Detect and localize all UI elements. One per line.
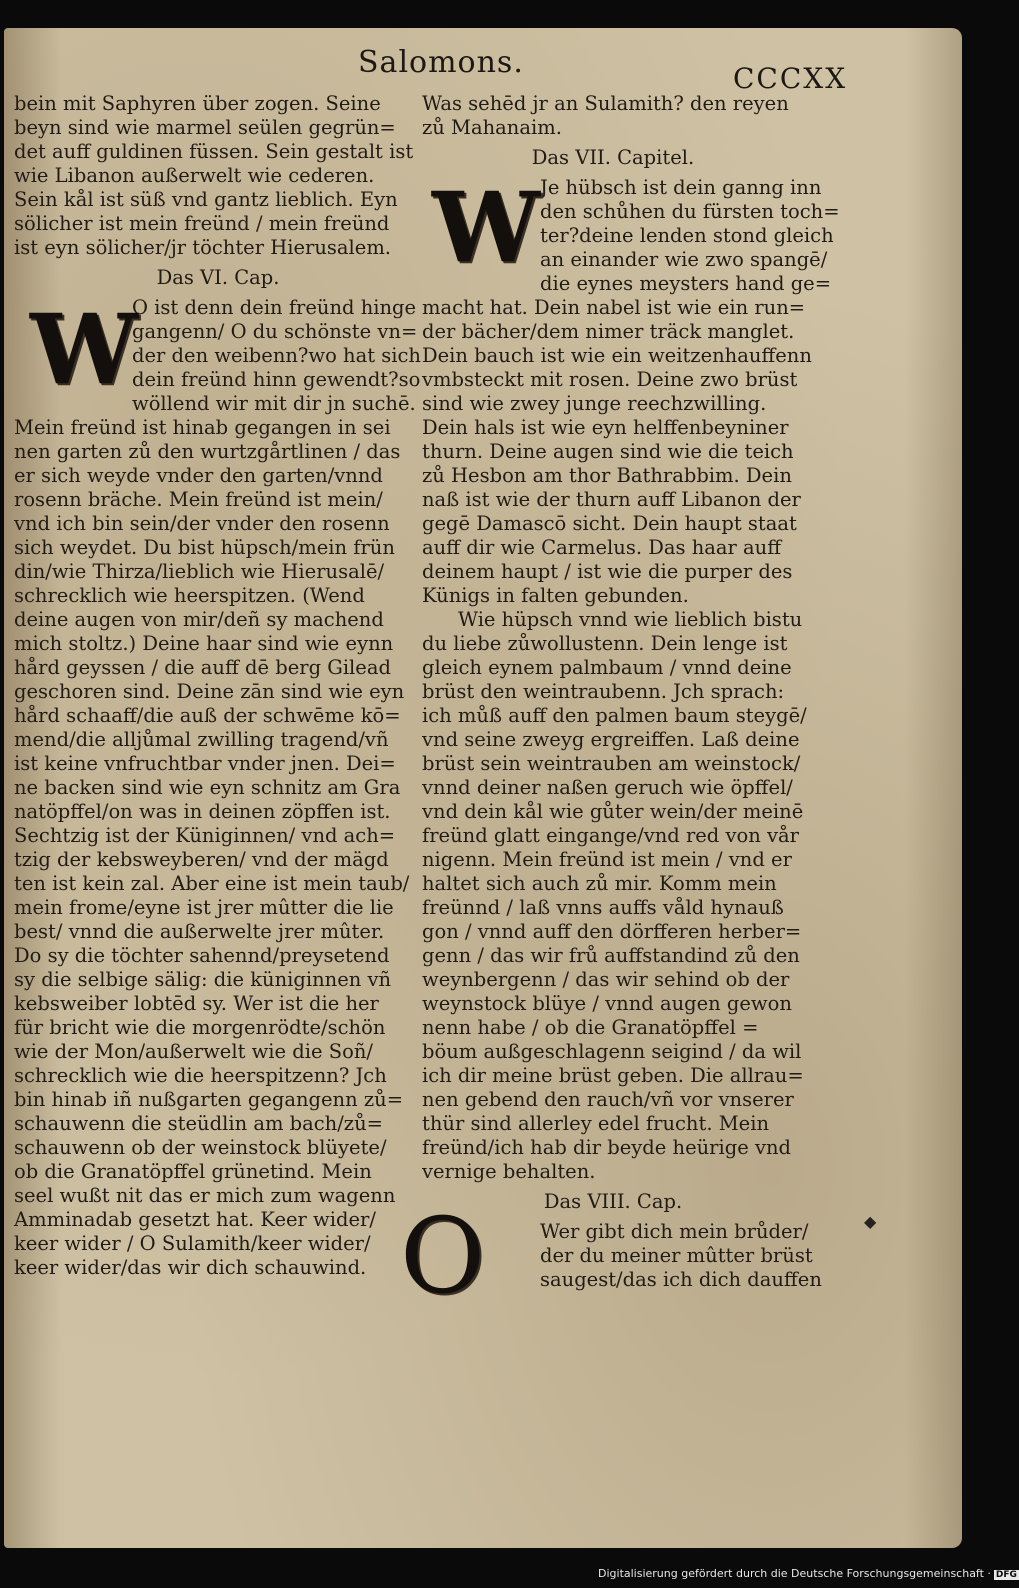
text-line: bin hinab iñ nußgarten gegangenn zů= [14,1088,404,1111]
text-line: die eynes meysters hand ge= [540,272,832,295]
text-line: hård geyssen / die auff dē berg Gilead [14,656,391,679]
text-line: kebsweiber lobtēd sy. Wer ist die her [14,992,379,1015]
decorated-initial-ch7: W [432,171,540,284]
text-line: haltet sich auch zů mir. Komm mein [422,872,777,895]
text-line: Wer gibt dich mein brůder/ [540,1220,809,1243]
margin-ornament-icon: ◆ [864,1212,877,1231]
text-line: gegē Damascō sicht. Dein haupt staat [422,512,797,535]
text-line: vnd ich bin sein/der vnder den rosenn [14,512,390,535]
chapter-heading: Das VI. Cap. [156,266,280,289]
text-line: gon / vnnd auff den dörfferen herber= [422,920,802,943]
text-line: Dein hals ist wie eyn helffenbeyniner [422,416,789,439]
text-line: genn / das wir frů auffstandind zů den [422,944,800,967]
text-line: wie der Mon/außerwelt wie die Soñ/ [14,1040,373,1063]
text-line: deinem haupt / ist wie die purper des [422,560,793,583]
text-line: gangenn/ O du schönste vn= [132,320,418,343]
running-head: Salomons. [358,45,524,80]
text-line: saugest/das ich dich dauffen [540,1268,822,1291]
text-line: wie Libanon außerwelt wie cederen. [14,164,375,187]
text-line: sy die selbige sälig: die küniginnen vñ [14,968,392,991]
text-line: für bricht wie die morgenrödte/schön [14,1016,386,1039]
text-line: ne backen sind wie eyn schnitz am Gra [14,776,401,799]
text-line: den schůhen du fürsten toch= [540,200,840,223]
credit-text: Digitalisierung gefördert durch die Deutsche Forschungsgemeinschaft · [598,1567,991,1580]
text-line: Amminadab gesetzt hat. Keer wider/ [14,1208,376,1231]
text-line: mich stoltz.) Deine haar sind wie eynn [14,632,394,655]
text-line: Sechtzig ist der Küniginnen/ vnd ach= [14,824,396,847]
text-line: dein freünd hinn gewendt?so [132,368,421,391]
decorated-initial-ch6: W [30,293,138,406]
text-line: thür sind allerley edel frucht. Mein [422,1112,770,1135]
folio-number: CCCXX [733,62,848,95]
text-line: deine augen von mir/deñ sy machend [14,608,384,631]
text-line: ten ist kein zal. Aber eine ist mein taub/ [14,872,410,895]
text-line: nenn habe / ob die Granatöpffel = [422,1016,759,1039]
text-line: det auff guldinen füssen. Sein gestalt ist [14,140,414,163]
text-line: der du meiner mûtter brüst [540,1244,813,1267]
text-line: rosenn bräche. Mein freünd ist mein/ [14,488,383,511]
text-line: der den weibenn?wo hat sich [132,344,421,367]
text-line: brüst den weintraubenn. Jch sprach: [422,680,785,703]
text-line: seel wußt nit das er mich zum wagenn [14,1184,396,1207]
text-line: an einander wie zwo spangē/ [540,248,828,271]
text-line: vnd seine zweyg ergreiffen. Laß deine [422,728,800,751]
text-line: macht hat. Dein nabel ist wie ein run= [422,296,806,319]
digitization-credit [598,1567,1019,1580]
text-line: ist keine vnfruchtbar vnder jnen. Dei= [14,752,396,775]
text-line: Künigs in falten gebunden. [422,584,689,607]
text-line: Do sy die töchter sahennd/preysetend [14,944,390,967]
text-line: brüst sein weintrauben am weinstock/ [422,752,801,775]
text-line: Dein bauch ist wie ein weitzenhauffenn [422,344,812,367]
text-line: ist eyn sölicher/jr töchter Hierusalem. [14,236,392,259]
text-line: sind wie zwey junge reechzwilling. [422,392,767,415]
text-line: ich dir meine brüst geben. Die allrau= [422,1064,804,1087]
text-line: beyn sind wie marmel seülen gegrün= [14,116,396,139]
text-line: freünd/ich hab dir beyde heürige vnd [422,1136,792,1159]
text-line: vmbsteckt mit rosen. Deine zwo brüst [422,368,798,391]
text-line: ter?deine lenden stond gleich [540,224,834,247]
text-line: weynstock blüye / vnnd augen gewon [422,992,792,1015]
text-line: din/wie Thirza/lieblich wie Hierusalē/ [14,560,385,583]
text-line: der bächer/dem nimer träck manglet. [422,320,795,343]
text-line: ob die Granatöpffel grünetind. Mein [14,1160,372,1183]
text-line: vnnd deiner naßen geruch wie öpffel/ [422,776,793,799]
text-line: thurn. Deine augen sind wie die teich [422,440,794,463]
text-line: sich weydet. Du bist hüpsch/mein frün [14,536,395,559]
text-line: nigenn. Mein freünd ist mein / vnd er [422,848,792,871]
text-line: sölicher ist mein freünd / mein freünd [14,212,390,235]
text-line: schrecklich wie heerspitzen. (Wend [14,584,365,607]
text-line: ich můß auff den palmen baum steygē/ [422,704,807,727]
text-line: naß ist wie der thurn auff Libanon der [422,488,801,511]
text-line: gleich eynem palmbaum / vnnd deine [422,656,792,679]
text-line: keer wider / O Sulamith/keer wider/ [14,1232,371,1255]
text-line: freünnd / laß vnns auffs våld hynauß [422,896,784,919]
text-line: nen garten zů den wurtzgårtlinen / das [14,440,401,463]
text-line: zů Mahanaim. [422,116,562,139]
text-line: mein frome/eyne ist jrer mûtter die lie [14,896,394,919]
text-line: Wie hüpsch vnnd wie lieblich bistu [458,608,803,631]
text-line: wöllend wir mit dir jn suchē. [132,392,416,415]
text-line: vernige behalten. [422,1160,596,1183]
text-line: bein mit Saphyren über zogen. Seine [14,92,381,115]
text-line: Sein kål ist süß vnd gantz lieblich. Eyn [14,188,398,211]
chapter-heading: Das VII. Capitel. [531,146,695,169]
text-line: O ist denn dein freünd hinge [132,296,417,319]
text-line: tzig der kebsweyberen/ vnd der mägd [14,848,389,871]
text-line: auff dir wie Carmelus. Das haar auff [422,536,782,559]
text-line: Mein freünd ist hinab gegangen in sei [14,416,391,439]
text-line: er sich weyde vnder den garten/vnnd [14,464,383,487]
chapter-heading: Das VIII. Cap. [543,1190,683,1213]
text-line: du liebe zůwollustenn. Dein lenge ist [422,632,788,655]
text-line: Was sehēd jr an Sulamith? den reyen [422,92,789,115]
left-column [14,92,422,1280]
text-line: schrecklich wie die heerspitzenn? Jch [14,1064,387,1087]
text-line: schauwenn die steüdlin am bach/zů= [14,1112,383,1135]
text-line: natöpffel/on was in deinen zöpffen ist. [14,800,391,823]
text-line: nen gebend den rauch/vñ vor vnserer [422,1088,794,1111]
text-line: best/ vnnd die außerwelte jrer mûter. [14,920,385,943]
text-line: Je hübsch ist dein ganng inn [540,176,822,199]
text-line: hård schaaff/die auß der schwēme kō= [14,704,401,727]
text-line: schauwenn ob der weinstock blüyete/ [14,1136,387,1159]
decorated-initial-ch8: O [400,1195,486,1317]
text-line: keer wider/das wir dich schauwind. [14,1256,367,1279]
text-line: böum außgeschlagenn seigind / da wil [422,1040,802,1063]
text-line: weynbergenn / das wir sehind ob der [422,968,790,991]
text-line: freünd glatt eingange/vnd red von vår [422,824,799,847]
text-line: zů Hesbon am thor Bathrabbim. Dein [422,464,792,487]
text-line: vnd dein kål wie gůter wein/der meinē [422,800,804,823]
text-line: geschoren sind. Deine zān sind wie eyn [14,680,405,703]
text-line: mend/die alljůmal zwilling tragend/vñ [14,728,389,751]
dfg-logo: DFG [995,1570,1017,1580]
